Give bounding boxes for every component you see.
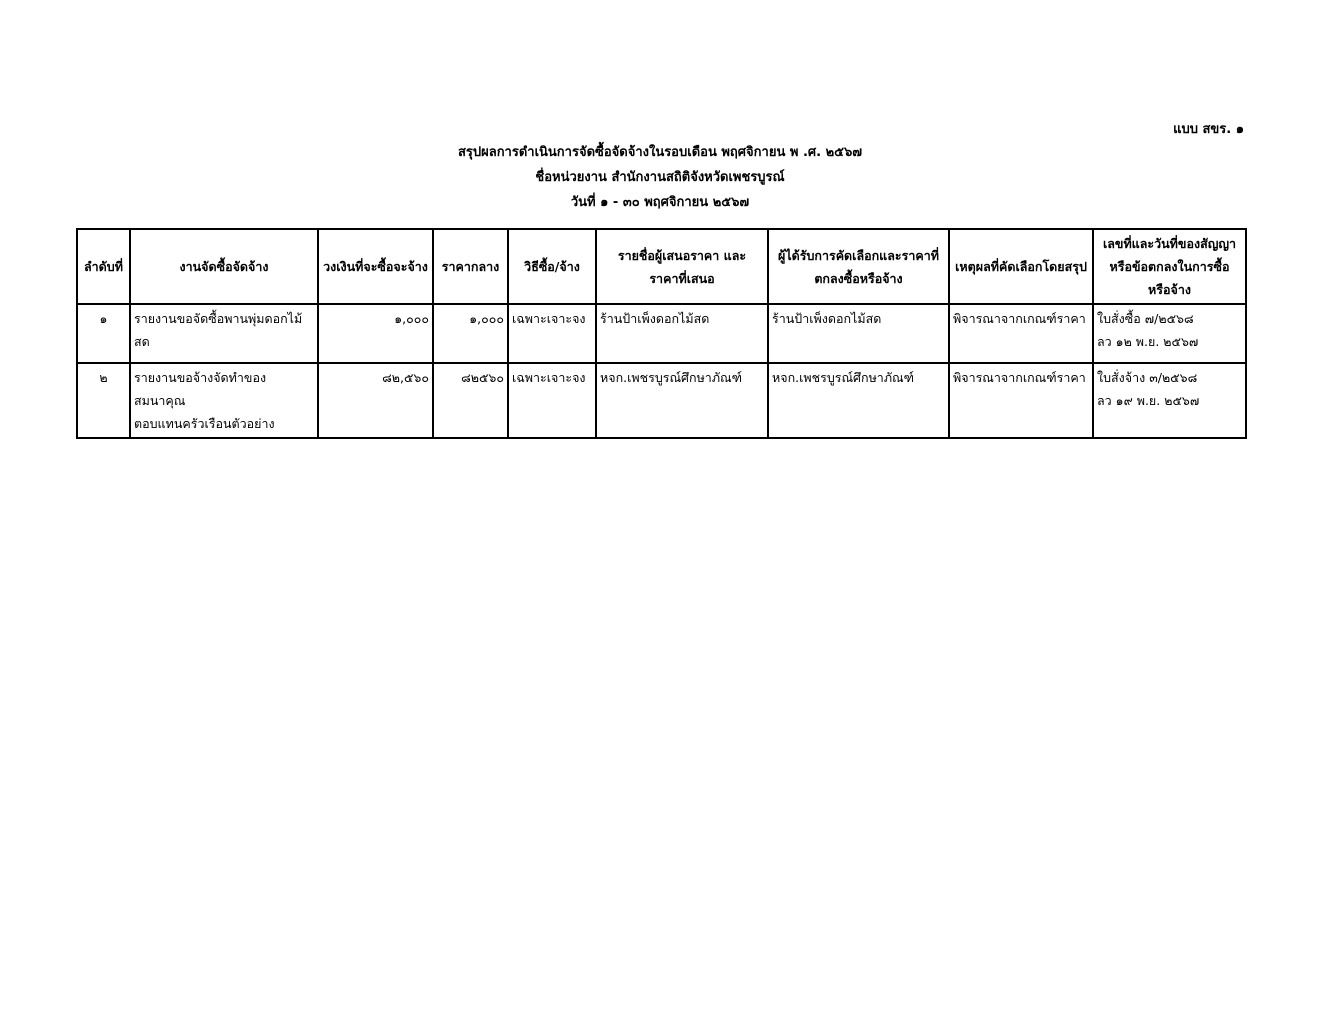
col-header-bidders-line: ราคาที่เสนอ [649, 270, 715, 286]
col-header-winner [768, 229, 949, 304]
cell-bidders: ร้านป้าเพ็งดอกไม้สด [596, 304, 768, 363]
form-code: แบบ สขร. ๑ [1173, 122, 1244, 137]
col-header-bidders [596, 229, 768, 304]
cell-reason: พิจารณาจากเกณฑ์ราคา [949, 304, 1093, 363]
cell-no: ๒ [77, 363, 130, 438]
date-range: วันที่ ๑ - ๓๐ พฤศจิกายน ๒๕๖๗ [570, 195, 750, 210]
col-header-budget: วงเงินที่จะซื้อจะจ้าง [318, 229, 433, 304]
col-header-winner-line: ตกลงซื้อหรือจ้าง [814, 270, 903, 286]
cell-contract-line: ลว ๑๒ พ.ย. ๒๕๖๗ [1097, 334, 1199, 349]
cell-work-line: รายงานขอจัดซื้อพานพุ่มดอกไม้สด [134, 311, 303, 349]
procurement-table [76, 228, 1247, 439]
cell-contract-line: ใบสั่งซื้อ ๗/๒๕๖๘ [1097, 311, 1194, 326]
cell-contract-line: ลว ๑๙ พ.ย. ๒๕๖๗ [1097, 393, 1200, 408]
cell-contract-line: ใบสั่งจ้าง ๓/๒๕๖๘ [1097, 370, 1198, 385]
col-header-reason: เหตุผลที่คัดเลือกโดยสรุป [949, 229, 1093, 304]
cell-budget: ๑,๐๐๐ [318, 304, 433, 363]
col-header-bidders-line: รายชื่อผู้เสนอราคา และ [617, 247, 747, 263]
cell-method: เฉพาะเจาะจง [508, 304, 596, 363]
col-header-contract-line: เลขที่และวันที่ของสัญญา [1102, 236, 1237, 251]
cell-bidders: หจก.เพชรบูรณ์ศึกษาภัณฑ์ [596, 363, 768, 438]
table-header-row [77, 229, 1246, 304]
cell-contract [1093, 304, 1246, 363]
cell-budget: ๘๒,๕๖๐ [318, 363, 433, 438]
cell-reason: พิจารณาจากเกณฑ์ราคา [949, 363, 1093, 438]
table-row [77, 304, 1246, 363]
col-header-winner-line: ผู้ได้รับการคัดเลือกและราคาที่ [778, 247, 939, 263]
cell-method: เฉพาะเจาะจง [508, 363, 596, 438]
cell-winner: หจก.เพชรบูรณ์ศึกษาภัณฑ์ [768, 363, 949, 438]
col-header-median-price: ราคากลาง [433, 229, 508, 304]
col-header-work: งานจัดซื้อจัดจ้าง [130, 229, 318, 304]
col-header-no: ลำดับที่ [77, 229, 130, 304]
table-row [77, 363, 1246, 438]
col-header-contract-line: หรือข้อตกลงในการซื้อ [1109, 259, 1230, 274]
cell-contract [1093, 363, 1246, 438]
document-title: สรุปผลการดำเนินการจัดซื้อจัดจ้างในรอบเดือน พฤศจิกายน พ .ศ. ๒๕๖๗ [457, 145, 863, 160]
cell-work [130, 363, 318, 438]
col-header-contract [1093, 229, 1246, 304]
cell-work [130, 304, 318, 363]
agency-name: ชื่อหน่วยงาน สำนักงานสถิติจังหวัดเพชรบูรณ์ [535, 170, 785, 185]
cell-work-line: ตอบแทนครัวเรือนตัวอย่าง [134, 416, 275, 431]
col-header-method: วิธีซื้อ/จ้าง [508, 229, 596, 304]
document-header [0, 143, 1320, 218]
cell-winner: ร้านป้าเพ็งดอกไม้สด [768, 304, 949, 363]
cell-median-price: ๘๒๕๖๐ [433, 363, 508, 438]
cell-median-price: ๑,๐๐๐ [433, 304, 508, 363]
col-header-contract-line: หรือจ้าง [1148, 282, 1191, 297]
cell-no: ๑ [77, 304, 130, 363]
cell-work-line: รายงานขอจ้างจัดทำของสมนาคุณ [134, 370, 267, 408]
